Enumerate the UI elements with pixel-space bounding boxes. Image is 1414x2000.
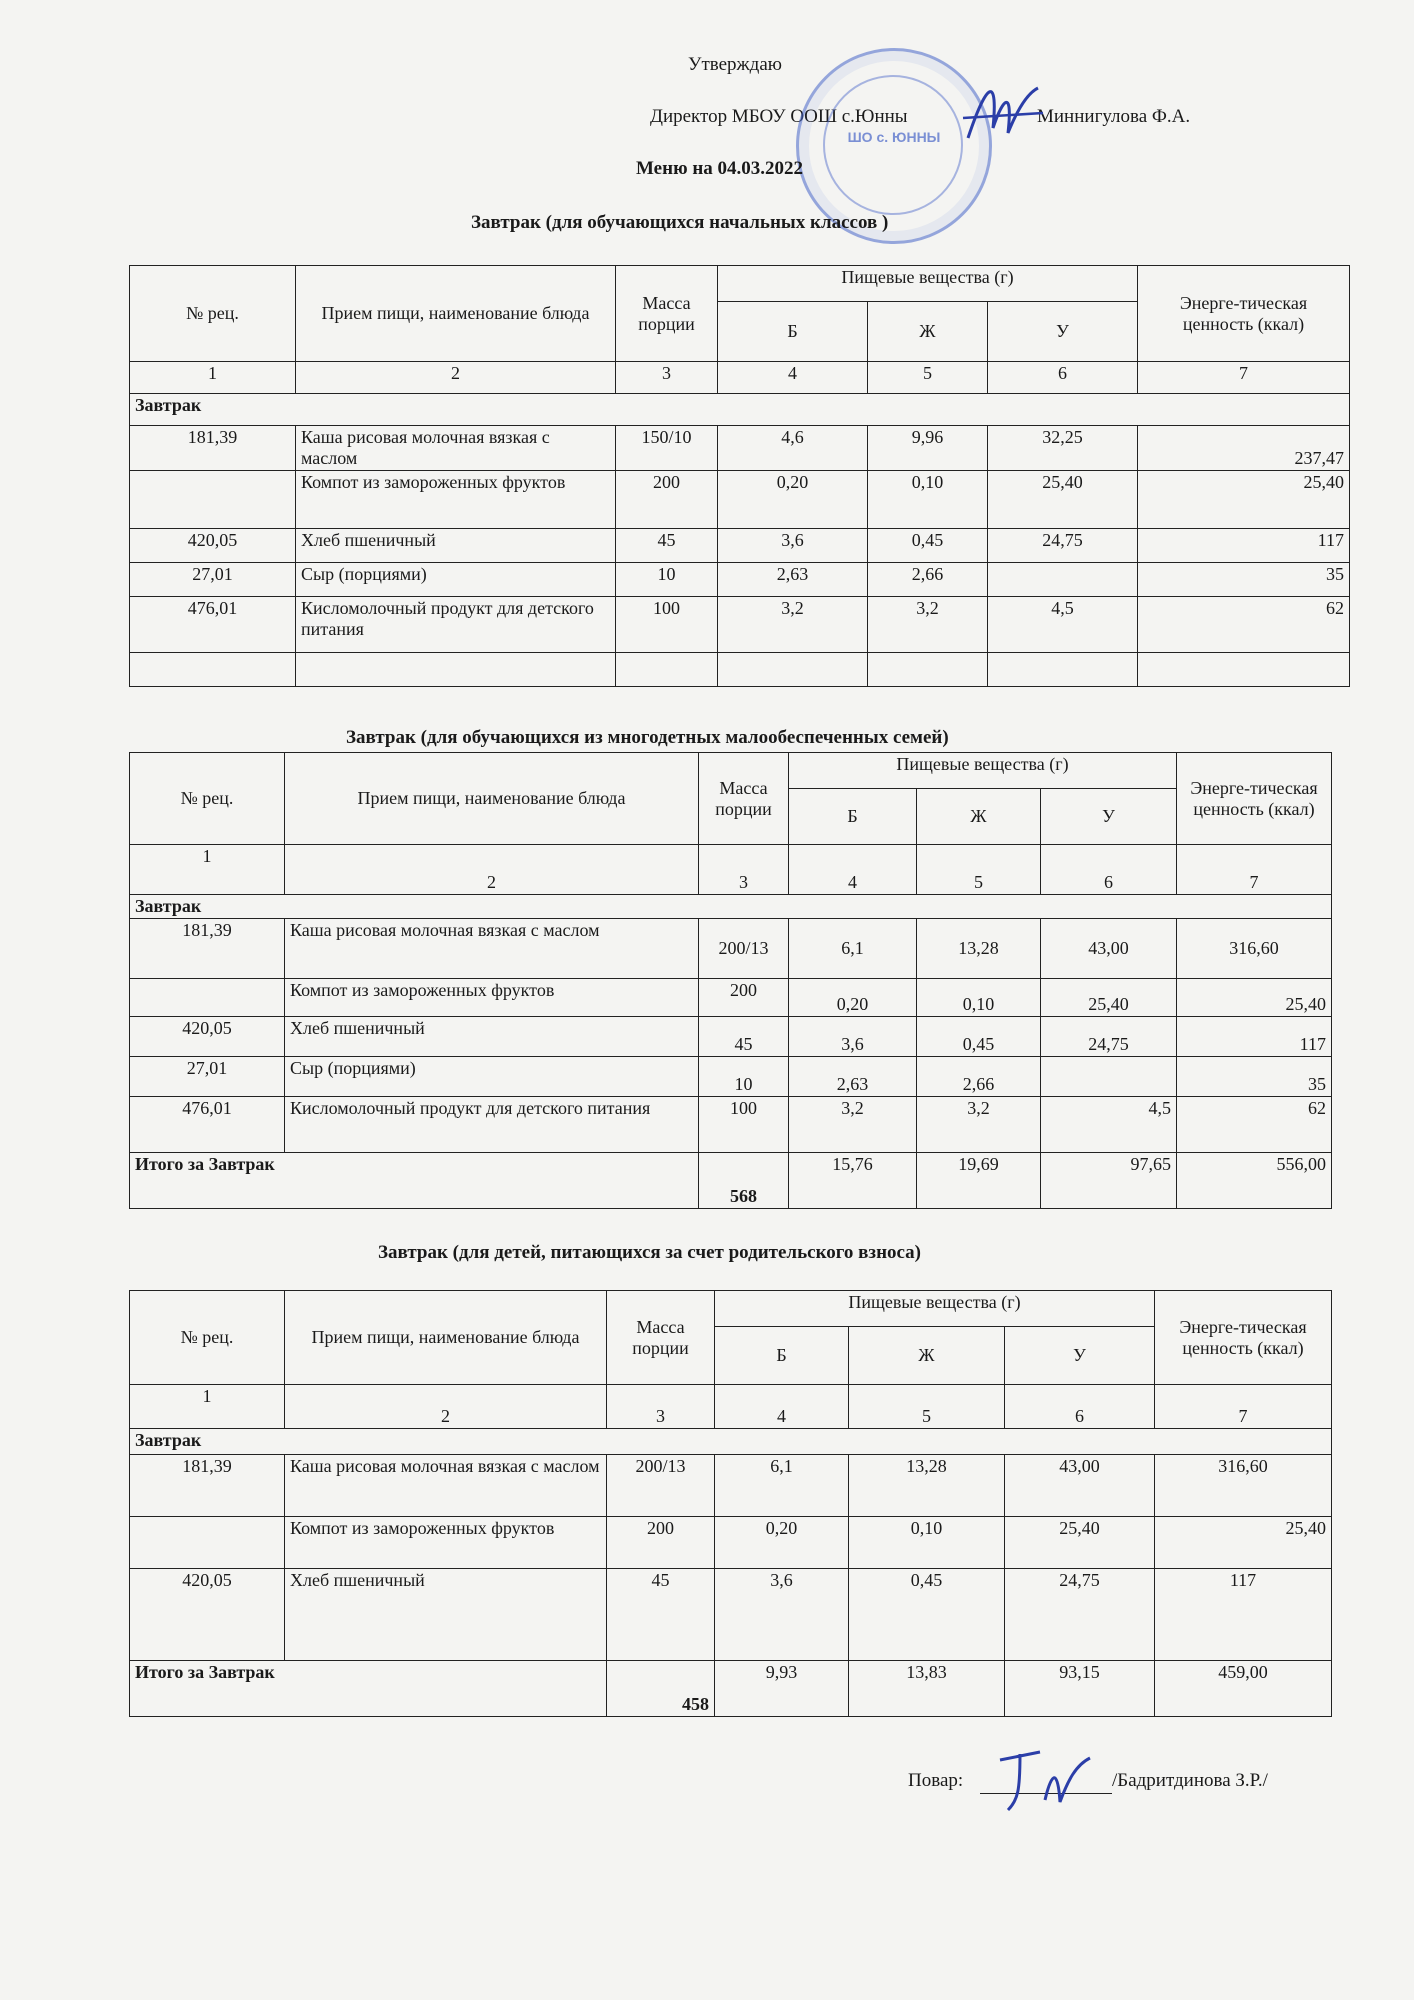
row-b: 2,63 [718,563,868,597]
row-dish: Кисломолочный продукт для детского питания [296,597,616,653]
row-dish: Сыр (порциями) [285,1057,699,1097]
colnum-1: 1 [130,1385,285,1429]
director-name: Миннигулова Ф.А. [1037,106,1191,127]
section-label: Завтрак [130,895,1332,919]
row-dish: Кисломолочный продукт для детского питания [285,1097,699,1153]
row-zh: 13,28 [917,919,1041,979]
table1-title: Завтрак (для обучающихся начальных классов ) [471,212,889,233]
total-kcal: 459,00 [1155,1661,1332,1717]
row-kcal: 117 [1155,1569,1332,1661]
table3-title: Завтрак (для детей, питающихся за счет родительского взноса) [378,1242,922,1263]
row-u: 24,75 [1041,1017,1177,1057]
row-b: 0,20 [789,979,917,1017]
colnum-1: 1 [130,845,285,895]
header-dish: Прием пищи, наименование блюда [285,1291,607,1385]
colnum-3: 3 [616,362,718,394]
row-num [130,979,285,1017]
row-mass: 200 [699,979,789,1017]
header-u: У [1005,1327,1155,1385]
table2-title: Завтрак (для обучающихся из многодетных малообеспеченных семей) [346,727,949,748]
total-label: Итого за Завтрак [130,1153,699,1209]
row-kcal: 35 [1138,563,1350,597]
row-zh: 0,45 [849,1569,1005,1661]
row-kcal: 117 [1138,529,1350,563]
row-mass: 150/10 [616,426,718,471]
cook-label: Повар: [908,1770,964,1791]
total-mass: 458 [607,1661,715,1717]
header-b: Б [789,789,917,845]
row-zh: 3,2 [917,1097,1041,1153]
row-kcal: 25,40 [1138,471,1350,529]
menu-table-primary [129,265,1350,687]
colnum-5: 5 [849,1385,1005,1429]
row-mass: 200/13 [699,919,789,979]
header-nutrients: Пищевые вещества (г) [718,266,1138,302]
table-row [130,1097,1332,1153]
row-kcal: 117 [1177,1017,1332,1057]
row-b: 6,1 [789,919,917,979]
row-mass: 10 [616,563,718,597]
row-zh: 0,45 [868,529,988,563]
row-u: 25,40 [1041,979,1177,1017]
header-energy: Энерге-тическая ценность (ккал) [1177,753,1332,845]
menu-title: Меню на 04.03.2022 [636,158,804,179]
row-dish: Каша рисовая молочная вязкая с маслом [296,426,616,471]
row-zh: 2,66 [868,563,988,597]
total-row [130,1153,1332,1209]
row-zh: 9,96 [868,426,988,471]
row-kcal: 35 [1177,1057,1332,1097]
row-kcal: 62 [1138,597,1350,653]
total-u: 93,15 [1005,1661,1155,1717]
header-mass: Масса порции [699,753,789,845]
colnum-4: 4 [789,845,917,895]
row-mass: 200/13 [607,1455,715,1517]
table-row [130,426,1350,471]
row-dish: Сыр (порциями) [296,563,616,597]
colnum-6: 6 [1005,1385,1155,1429]
header-zh: Ж [849,1327,1005,1385]
header-b: Б [718,302,868,362]
row-u: 4,5 [1041,1097,1177,1153]
section-label: Завтрак [130,1429,1332,1455]
row-zh: 0,10 [868,471,988,529]
row-dish: Компот из замороженных фруктов [285,979,699,1017]
row-u: 4,5 [988,597,1138,653]
row-dish: Хлеб пшеничный [296,529,616,563]
cook-name: /Бадритдинова З.Р./ [1112,1770,1268,1791]
row-zh: 0,10 [849,1517,1005,1569]
colnum-7: 7 [1177,845,1332,895]
row-num: 476,01 [130,597,296,653]
row-b: 0,20 [718,471,868,529]
header-energy: Энерге-тическая ценность (ккал) [1138,266,1350,362]
table-row [130,471,1350,529]
table-row [130,979,1332,1017]
colnum-5: 5 [868,362,988,394]
row-num: 181,39 [130,1455,285,1517]
header-dish: Прием пищи, наименование блюда [285,753,699,845]
row-zh: 2,66 [917,1057,1041,1097]
header-mass: Масса порции [616,266,718,362]
total-kcal: 556,00 [1177,1153,1332,1209]
row-dish: Хлеб пшеничный [285,1569,607,1661]
header-zh: Ж [868,302,988,362]
row-b: 0,20 [715,1517,849,1569]
row-dish: Каша рисовая молочная вязкая с маслом [285,919,699,979]
approve-label: Утверждаю [688,54,782,75]
header-num: № рец. [130,753,285,845]
row-kcal: 25,40 [1155,1517,1332,1569]
total-u: 97,65 [1041,1153,1177,1209]
header-nutrients: Пищевые вещества (г) [789,753,1177,789]
row-u: 32,25 [988,426,1138,471]
row-b: 4,6 [718,426,868,471]
row-num: 420,05 [130,1017,285,1057]
row-kcal: 62 [1177,1097,1332,1153]
row-num: 420,05 [130,529,296,563]
row-kcal: 316,60 [1155,1455,1332,1517]
table-row [130,1017,1332,1057]
total-zh: 13,83 [849,1661,1005,1717]
colnum-3: 3 [699,845,789,895]
table-row [130,919,1332,979]
total-b: 9,93 [715,1661,849,1717]
row-b: 3,2 [718,597,868,653]
row-mass: 45 [607,1569,715,1661]
table-row [130,563,1350,597]
row-u: 25,40 [1005,1517,1155,1569]
colnum-5: 5 [917,845,1041,895]
row-num: 27,01 [130,1057,285,1097]
row-mass: 200 [616,471,718,529]
row-b: 3,6 [715,1569,849,1661]
header-num: № рец. [130,266,296,362]
header-mass: Масса порции [607,1291,715,1385]
total-zh: 19,69 [917,1153,1041,1209]
row-num: 420,05 [130,1569,285,1661]
header-nutrients: Пищевые вещества (г) [715,1291,1155,1327]
row-b: 2,63 [789,1057,917,1097]
colnum-2: 2 [285,845,699,895]
colnum-3: 3 [607,1385,715,1429]
header-zh: Ж [917,789,1041,845]
total-b: 15,76 [789,1153,917,1209]
row-b: 3,2 [789,1097,917,1153]
colnum-7: 7 [1138,362,1350,394]
row-num: 181,39 [130,426,296,471]
header-b: Б [715,1327,849,1385]
row-mass: 45 [699,1017,789,1057]
row-kcal: 316,60 [1177,919,1332,979]
row-dish: Каша рисовая молочная вязкая с маслом [285,1455,607,1517]
row-u: 43,00 [1005,1455,1155,1517]
row-num [130,1517,285,1569]
row-u [988,563,1138,597]
row-num: 181,39 [130,919,285,979]
row-dish: Компот из замороженных фруктов [285,1517,607,1569]
total-mass: 568 [699,1153,789,1209]
table-row [130,1455,1332,1517]
cook-signature [990,1740,1100,1820]
row-zh: 0,45 [917,1017,1041,1057]
row-u: 43,00 [1041,919,1177,979]
row-dish: Компот из замороженных фруктов [296,471,616,529]
header-num: № рец. [130,1291,285,1385]
director-title: Директор МБОУ ООШ с.Юнны [650,106,908,127]
row-num: 27,01 [130,563,296,597]
colnum-2: 2 [285,1385,607,1429]
colnum-1: 1 [130,362,296,394]
row-dish: Хлеб пшеничный [285,1017,699,1057]
colnum-4: 4 [715,1385,849,1429]
header-u: У [1041,789,1177,845]
row-u: 24,75 [988,529,1138,563]
row-kcal: 237,47 [1138,426,1350,471]
header-energy: Энерге-тическая ценность (ккал) [1155,1291,1332,1385]
stamp-text: ШО с. ЮННЫ [847,129,941,145]
colnum-6: 6 [988,362,1138,394]
row-num: 476,01 [130,1097,285,1153]
table-row [130,1517,1332,1569]
row-mass: 100 [699,1097,789,1153]
table-row [130,529,1350,563]
row-kcal: 25,40 [1177,979,1332,1017]
row-mass: 10 [699,1057,789,1097]
table-row [130,1569,1332,1661]
row-zh: 13,28 [849,1455,1005,1517]
row-mass: 200 [607,1517,715,1569]
row-u: 25,40 [988,471,1138,529]
table-row [130,1057,1332,1097]
section-label: Завтрак [130,394,1350,426]
menu-table-parental [129,1290,1332,1717]
total-label: Итого за Завтрак [130,1661,607,1717]
colnum-2: 2 [296,362,616,394]
colnum-6: 6 [1041,845,1177,895]
row-mass: 45 [616,529,718,563]
row-zh: 3,2 [868,597,988,653]
header-dish: Прием пищи, наименование блюда [296,266,616,362]
row-num [130,471,296,529]
row-u [1041,1057,1177,1097]
table-row [130,597,1350,653]
colnum-4: 4 [718,362,868,394]
row-b: 3,6 [718,529,868,563]
colnum-7: 7 [1155,1385,1332,1429]
director-signature [958,68,1048,158]
menu-table-large-families [129,752,1332,1209]
total-row [130,1661,1332,1717]
header-u: У [988,302,1138,362]
row-b: 6,1 [715,1455,849,1517]
row-b: 3,6 [789,1017,917,1057]
row-zh: 0,10 [917,979,1041,1017]
row-mass: 100 [616,597,718,653]
row-u: 24,75 [1005,1569,1155,1661]
